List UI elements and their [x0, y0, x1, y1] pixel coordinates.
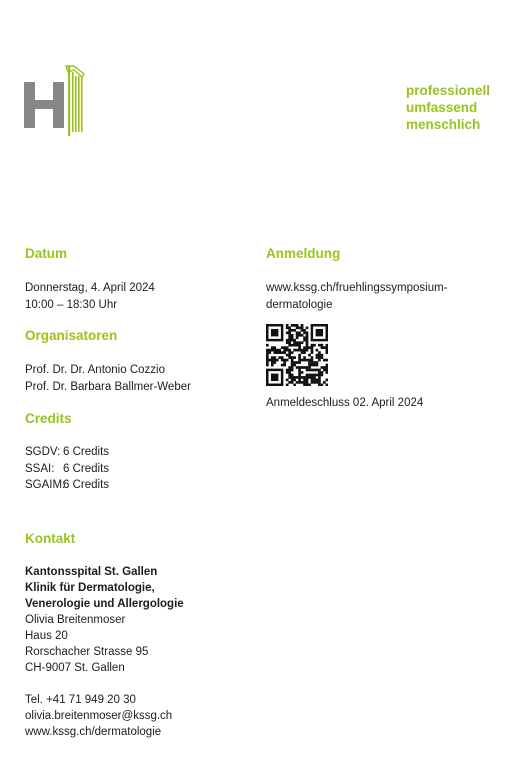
qr-code-icon	[266, 324, 328, 386]
address-line: Haus 20	[25, 630, 68, 642]
phone-number[interactable]: Tel. +41 71 949 20 30	[25, 694, 136, 706]
tagline-line: menschlich	[406, 117, 481, 132]
kssg-h-logo-icon	[22, 64, 88, 138]
organisatoren-block	[25, 362, 191, 395]
address-line: CH-9007 St. Gallen	[25, 662, 125, 674]
credit-row	[25, 444, 109, 461]
kssg-logo	[22, 64, 88, 138]
datum-heading: Datum	[25, 246, 68, 261]
qr-code[interactable]	[266, 324, 328, 386]
anmeldung-heading: Anmeldung	[266, 246, 341, 261]
organisatoren-heading: Organisatoren	[25, 328, 118, 343]
time-text: 10:00 – 18:30 Uhr	[25, 298, 118, 311]
credit-org: SSAI:	[25, 462, 55, 475]
credits-heading: Credits	[25, 411, 72, 426]
registration-url-line[interactable]: www.kssg.ch/fruehlingssymposium-	[266, 282, 448, 294]
website-link[interactable]: www.kssg.ch/dermatologie	[25, 726, 162, 738]
tagline-line: professionell	[406, 83, 491, 98]
registration-deadline: Anmeldeschluss 02. April 2024	[266, 397, 424, 409]
registration-url-line[interactable]: dermatologie	[266, 298, 333, 311]
tagline	[406, 82, 490, 133]
credits-block	[25, 444, 109, 494]
credit-value: 6 Credits	[63, 462, 110, 475]
tagline-line: umfassend	[406, 100, 478, 115]
spacer	[25, 676, 184, 692]
credit-row	[25, 461, 109, 478]
hospital-name: Kantonsspital St. Gallen	[25, 566, 158, 578]
credit-org: SGDV:	[25, 446, 61, 458]
clinic-name: Klinik für Dermatologie,	[25, 582, 155, 594]
organizer-name: Prof. Dr. Dr. Antonio Cozzio	[25, 364, 165, 376]
clinic-name: Venerologie und Allergologie	[25, 598, 184, 610]
email-link[interactable]: olivia.breitenmoser@kssg.ch	[25, 710, 173, 722]
credit-value: 6 Credits	[63, 446, 110, 458]
credit-value: 6 Credits	[63, 479, 110, 491]
kontakt-block	[25, 564, 184, 740]
date-text: Donnerstag, 4. April 2024	[25, 282, 155, 294]
credit-row	[25, 477, 109, 494]
organizer-name: Prof. Dr. Barbara Ballmer-Weber	[25, 380, 191, 393]
contact-person: Olivia Breitenmoser	[25, 614, 126, 626]
credit-org: SGAIM:	[25, 479, 66, 491]
registration-link[interactable]	[266, 280, 448, 313]
address-line: Rorschacher Strasse 95	[25, 646, 149, 658]
datum-block	[25, 280, 155, 313]
kontakt-heading: Kontakt	[25, 531, 76, 546]
